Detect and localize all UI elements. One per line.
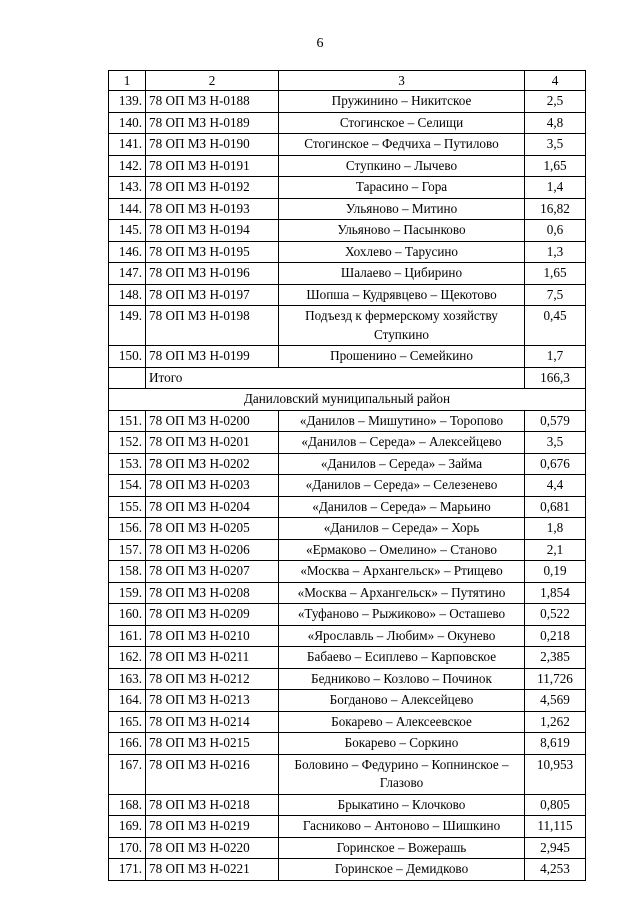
road-length: 0,805: [525, 794, 586, 816]
table-row: [109, 816, 586, 838]
total-label: Итого: [146, 367, 525, 389]
road-name: «Ермаково – Омелино» – Станово: [279, 539, 525, 561]
table-row: [109, 647, 586, 669]
road-length: 0,522: [525, 604, 586, 626]
table-row: [109, 284, 586, 306]
row-number: 143.: [109, 177, 146, 199]
road-length: 2,5: [525, 91, 586, 113]
road-name: «Данилов – Середа» – Хорь: [279, 518, 525, 540]
road-length: 0,676: [525, 453, 586, 475]
table-row: [109, 453, 586, 475]
road-name: Горинское – Вожерашь: [279, 837, 525, 859]
row-number: 156.: [109, 518, 146, 540]
road-name: Ульяново – Митино: [279, 198, 525, 220]
road-name: Подъезд к фермерскому хозяйству Ступкино: [279, 306, 525, 346]
road-length: 10,953: [525, 754, 586, 794]
road-code: 78 ОП МЗ Н-0190: [146, 134, 279, 156]
row-number: 139.: [109, 91, 146, 113]
table-row: [109, 733, 586, 755]
row-number: 158.: [109, 561, 146, 583]
road-name: «Туфаново – Рыжиково» – Осташево: [279, 604, 525, 626]
row-number: 148.: [109, 284, 146, 306]
road-length: 0,218: [525, 625, 586, 647]
road-name: Ульяново – Пасынково: [279, 220, 525, 242]
road-length: 1,7: [525, 346, 586, 368]
road-code: 78 ОП МЗ Н-0204: [146, 496, 279, 518]
road-name: Стогинское – Селищи: [279, 112, 525, 134]
row-number: 170.: [109, 837, 146, 859]
row-number: 142.: [109, 155, 146, 177]
road-length: 1,4: [525, 177, 586, 199]
road-name: Гасниково – Антоново – Шишкино: [279, 816, 525, 838]
road-name: «Данилов – Мишутино» – Торопово: [279, 410, 525, 432]
row-number: 144.: [109, 198, 146, 220]
road-length: 1,65: [525, 155, 586, 177]
road-code: 78 ОП МЗ Н-0208: [146, 582, 279, 604]
row-number: 141.: [109, 134, 146, 156]
road-code: 78 ОП МЗ Н-0193: [146, 198, 279, 220]
road-length: 4,8: [525, 112, 586, 134]
table-row: [109, 690, 586, 712]
road-name: Пружинино – Никитское: [279, 91, 525, 113]
table-row: [109, 410, 586, 432]
road-code: 78 ОП МЗ Н-0219: [146, 816, 279, 838]
road-code: 78 ОП МЗ Н-0211: [146, 647, 279, 669]
road-length: 8,619: [525, 733, 586, 755]
row-number: 145.: [109, 220, 146, 242]
road-length: 0,681: [525, 496, 586, 518]
road-length: 4,569: [525, 690, 586, 712]
table-row: [109, 561, 586, 583]
road-length: 0,19: [525, 561, 586, 583]
road-code: 78 ОП МЗ Н-0206: [146, 539, 279, 561]
table-row: [109, 668, 586, 690]
table-row: [109, 306, 586, 346]
road-code: 78 ОП МЗ Н-0213: [146, 690, 279, 712]
row-number: 155.: [109, 496, 146, 518]
road-code: 78 ОП МЗ Н-0214: [146, 711, 279, 733]
row-number: 152.: [109, 432, 146, 454]
road-name: «Данилов – Середа» – Марьино: [279, 496, 525, 518]
road-name: Горинское – Демидково: [279, 859, 525, 881]
table-row: [109, 475, 586, 497]
road-length: 11,115: [525, 816, 586, 838]
road-code: 78 ОП МЗ Н-0196: [146, 263, 279, 285]
road-name: Боловино – Федурино – Копнинское – Глазово: [279, 754, 525, 794]
total-value: 166,3: [525, 367, 586, 389]
road-length: 2,385: [525, 647, 586, 669]
road-length: 3,5: [525, 432, 586, 454]
row-number: 159.: [109, 582, 146, 604]
road-name: «Москва – Архангельск» – Путятино: [279, 582, 525, 604]
road-code: 78 ОП МЗ Н-0202: [146, 453, 279, 475]
road-length: 1,8: [525, 518, 586, 540]
table-row: [109, 754, 586, 794]
road-code: 78 ОП МЗ Н-0207: [146, 561, 279, 583]
row-number: 165.: [109, 711, 146, 733]
table-row: [109, 539, 586, 561]
road-name: «Москва – Архангельск» – Ртищево: [279, 561, 525, 583]
road-name: Хохлево – Тарусино: [279, 241, 525, 263]
table-row: [109, 794, 586, 816]
road-name: Брыкатино – Клочково: [279, 794, 525, 816]
road-name: «Ярославль – Любим» – Окунево: [279, 625, 525, 647]
total-row: [109, 367, 586, 389]
road-code: 78 ОП МЗ Н-0212: [146, 668, 279, 690]
road-code: 78 ОП МЗ Н-0189: [146, 112, 279, 134]
table-row: [109, 625, 586, 647]
row-number: 140.: [109, 112, 146, 134]
road-length: 1,262: [525, 711, 586, 733]
road-name: Прошенино – Семейкино: [279, 346, 525, 368]
row-number: 151.: [109, 410, 146, 432]
roads-table: [108, 70, 586, 881]
road-name: Стогинское – Федчиха – Путилово: [279, 134, 525, 156]
road-length: 4,4: [525, 475, 586, 497]
table-row: [109, 134, 586, 156]
road-length: 3,5: [525, 134, 586, 156]
table-row: [109, 220, 586, 242]
road-code: 78 ОП МЗ Н-0198: [146, 306, 279, 346]
road-code: 78 ОП МЗ Н-0197: [146, 284, 279, 306]
road-code: 78 ОП МЗ Н-0209: [146, 604, 279, 626]
table-row: [109, 155, 586, 177]
road-length: 1,65: [525, 263, 586, 285]
road-name: Бокарево – Соркино: [279, 733, 525, 755]
row-number: 150.: [109, 346, 146, 368]
road-length: 0,6: [525, 220, 586, 242]
table-row: [109, 582, 586, 604]
table-row: [109, 177, 586, 199]
road-name: Бедниково – Козлово – Починок: [279, 668, 525, 690]
district-heading: Даниловский муниципальный район: [109, 389, 586, 411]
table-row: [109, 346, 586, 368]
road-name: «Данилов – Середа» – Алексейцево: [279, 432, 525, 454]
road-name: Шопша – Кудрявцево – Щекотово: [279, 284, 525, 306]
road-length: 4,253: [525, 859, 586, 881]
row-number: 163.: [109, 668, 146, 690]
table-row: [109, 604, 586, 626]
row-number: 169.: [109, 816, 146, 838]
road-name: Бокарево – Алексеевское: [279, 711, 525, 733]
road-length: 1,854: [525, 582, 586, 604]
road-name: Тарасино – Гора: [279, 177, 525, 199]
road-code: 78 ОП МЗ Н-0200: [146, 410, 279, 432]
road-code: 78 ОП МЗ Н-0195: [146, 241, 279, 263]
header-cell: 2: [146, 71, 279, 91]
table-row: [109, 837, 586, 859]
road-code: 78 ОП МЗ Н-0210: [146, 625, 279, 647]
road-length: 2,1: [525, 539, 586, 561]
row-number: 160.: [109, 604, 146, 626]
road-code: 78 ОП МЗ Н-0188: [146, 91, 279, 113]
row-number: 146.: [109, 241, 146, 263]
table-row: [109, 241, 586, 263]
road-length: 0,579: [525, 410, 586, 432]
road-code: 78 ОП МЗ Н-0199: [146, 346, 279, 368]
road-code: 78 ОП МЗ Н-0221: [146, 859, 279, 881]
road-name: «Данилов – Середа» – Займа: [279, 453, 525, 475]
row-number: 161.: [109, 625, 146, 647]
header-cell: 3: [279, 71, 525, 91]
road-length: 1,3: [525, 241, 586, 263]
road-name: Богданово – Алексейцево: [279, 690, 525, 712]
table-row: [109, 711, 586, 733]
road-code: 78 ОП МЗ Н-0192: [146, 177, 279, 199]
road-name: Бабаево – Есиплево – Карповское: [279, 647, 525, 669]
road-code: 78 ОП МЗ Н-0220: [146, 837, 279, 859]
header-cell: 1: [109, 71, 146, 91]
road-code: 78 ОП МЗ Н-0205: [146, 518, 279, 540]
row-number: 162.: [109, 647, 146, 669]
road-code: 78 ОП МЗ Н-0194: [146, 220, 279, 242]
district-row: [109, 389, 586, 411]
row-number: 171.: [109, 859, 146, 881]
row-number: 168.: [109, 794, 146, 816]
road-length: 7,5: [525, 284, 586, 306]
table-row: [109, 518, 586, 540]
table-row: [109, 432, 586, 454]
road-code: 78 ОП МЗ Н-0215: [146, 733, 279, 755]
road-code: 78 ОП МЗ Н-0218: [146, 794, 279, 816]
road-code: 78 ОП МЗ Н-0191: [146, 155, 279, 177]
road-length: 0,45: [525, 306, 586, 346]
table-row: [109, 859, 586, 881]
page-number: 6: [316, 36, 324, 51]
row-number: 157.: [109, 539, 146, 561]
road-code: 78 ОП МЗ Н-0203: [146, 475, 279, 497]
road-name: Шалаево – Цибирино: [279, 263, 525, 285]
table-row: [109, 112, 586, 134]
row-number: 166.: [109, 733, 146, 755]
row-number: 164.: [109, 690, 146, 712]
road-length: 16,82: [525, 198, 586, 220]
table-header-row: [109, 71, 586, 91]
row-number: 154.: [109, 475, 146, 497]
row-number: 147.: [109, 263, 146, 285]
row-number: 149.: [109, 306, 146, 346]
table-row: [109, 91, 586, 113]
table-row: [109, 198, 586, 220]
road-code: 78 ОП МЗ Н-0201: [146, 432, 279, 454]
empty-cell: [109, 367, 146, 389]
road-length: 2,945: [525, 837, 586, 859]
road-length: 11,726: [525, 668, 586, 690]
road-name: Ступкино – Лычево: [279, 155, 525, 177]
road-code: 78 ОП МЗ Н-0216: [146, 754, 279, 794]
header-cell: 4: [525, 71, 586, 91]
row-number: 167.: [109, 754, 146, 794]
row-number: 153.: [109, 453, 146, 475]
road-name: «Данилов – Середа» – Селезенево: [279, 475, 525, 497]
table-row: [109, 496, 586, 518]
table-row: [109, 263, 586, 285]
